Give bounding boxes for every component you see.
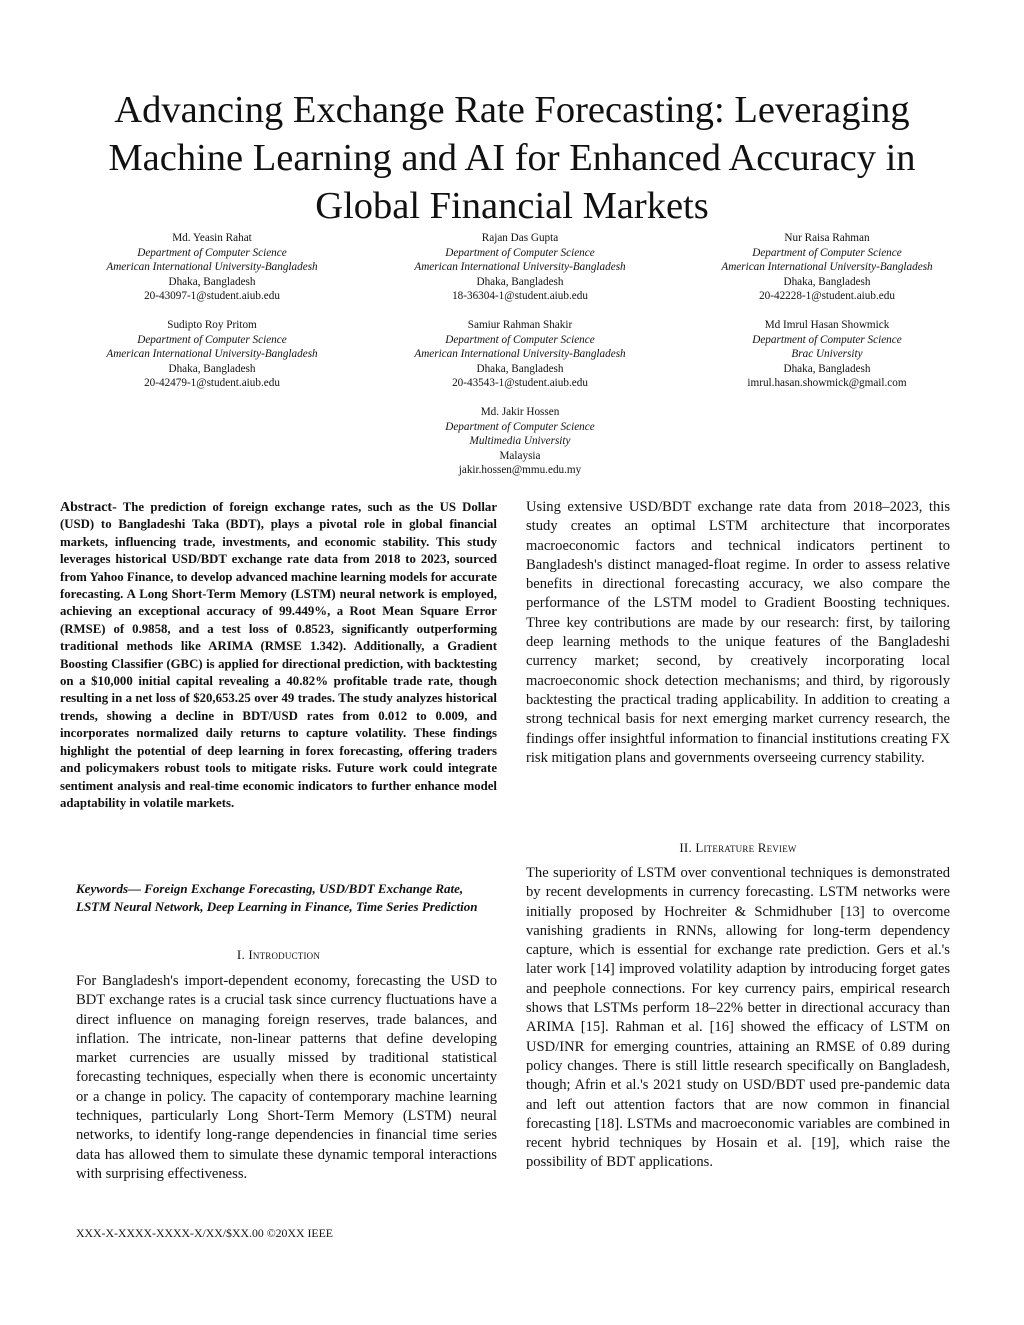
section-heading-literature-review: II. Literature Review [679,840,797,855]
author-email[interactable]: 20-42228-1@student.aiub.edu [759,290,895,302]
author-location: Dhaka, Bangladesh [168,362,256,375]
author-university: Multimedia University [469,435,571,447]
author-department: Department of Computer Science [137,246,287,259]
author-name: Sudipto Roy Pritom [167,319,257,331]
introduction-body: For Bangladesh's import-dependent economy, forecasting the USD to BDT exchange rates is a crucial task since currency fluctuations have a direct influence on managing foreign reserves, trade balances, and inflation. The intricate, non-linear patterns that define developing market currencies are usually missed by traditional statistical forecasting techniques, especially when there is economic uncertainty or a change in policy. The capacity of contemporary machine learning techniques, particularly Long Short-Term Memory (LSTM) neural networks, to identify long-range dependencies in financial time series data has allowed them to simulate these dynamic temporal interactions with surprising effectiveness. [76,973,497,1182]
author-university: American International University-Bangladesh [414,348,626,360]
author-university: American International University-Bangladesh [414,261,626,273]
copyright-footer: XXX-X-XXXX-XXXX-X/XX/$XX.00 ©20XX IEEE [76,1226,333,1240]
author-university: American International University-Bangladesh [721,261,933,273]
author-department: Department of Computer Science [752,333,902,346]
abstract-label: Abstract- [60,500,117,515]
author-block [677,231,977,304]
literature-review-body: The superiority of LSTM over conventional techniques is demonstrated by recent developments in currency forecasting. LSTM networks were initially proposed by Hochreiter & Schmidhuber [13] to overcome vanishing gradients in RNNs, allowing for long-term dependency capture, which is essential for exchange rate prediction. Gers et al.'s later work [14] improved volatility adaption by introducing forget gates and peephole connections. For key currency pairs, empirical research shows that LSTMs perform 18–22% better in directional accuracy than ARIMA [15]. Rahman et al. [16] showed the efficacy of LSTM on USD/INR for emerging countries, attaining an RMSE of 0.89 during policy changes. There is still little research specifically on Bangladesh, though; Afrin et al.'s 2021 study on USD/BDT used pre-pandemic data and left out attention factors that are now common in financial forecasting [18]. LSTMs and macroeconomic variables are combined in recent hybrid techniques by Hosain et al. [19], which raise the possibility of BDT applications. [526,865,950,1171]
author-location: Dhaka, Bangladesh [783,362,871,375]
author-location: Dhaka, Bangladesh [476,275,564,288]
author-name: Md Imrul Hasan Showmick [764,319,890,331]
author-department: Department of Computer Science [137,333,287,346]
author-block [370,405,670,478]
author-university: American International University-Bangladesh [106,348,318,360]
abstract-text: The prediction of foreign exchange rates, such as the US Dollar (USD) to Bangladeshi Taka (BDT), plays a pivotal role in global financial markets, influencing trade, investments, and economic stability. This study leverages historical USD/BDT exchange rate data from 2018 to 2023, sourced from Yahoo Finance, to develop advanced machine learning models for accurate forecasting. A Long Short-Term Memory (LSTM) neural network is employed, achieving an exceptional accuracy of 99.449%, a Root Mean Square Error (RMSE) of 0.9858, and a test loss of 0.8523, significantly outperforming traditional methods like ARIMA (RMSE 1.342). Additionally, a Gradient Boosting Classifier (GBC) is applied for directional prediction, with backtesting on a $10,000 initial capital revealing a 40.82% profitable trade rate, though resulting in a net loss of $20,653.25 over 49 trades. The study analyzes historical trends, showing a decline in BDT/USD rates from 0.012 to 0.009, and incorporates normalized daily returns to capture volatility. These findings highlight the potential of deep learning in forex forecasting, offering traders and policymakers robust tools to mitigate risks. Future work could integrate sentiment analysis and real-time economic indicators to further enhance model adaptability in volatile markets. [60,500,497,810]
author-department: Department of Computer Science [445,246,595,259]
author-block [370,231,670,304]
author-email[interactable]: 20-43543-1@student.aiub.edu [452,377,588,389]
author-location: Malaysia [499,449,541,462]
author-department: Department of Computer Science [445,420,595,433]
author-name: Nur Raisa Rahman [784,232,870,244]
author-department: Department of Computer Science [752,246,902,259]
author-location: Dhaka, Bangladesh [783,275,871,288]
abstract [60,499,497,812]
author-email[interactable]: 18-36304-1@student.aiub.edu [452,290,588,302]
author-block [62,231,362,304]
author-location: Dhaka, Bangladesh [476,362,564,375]
author-email[interactable]: 20-42479-1@student.aiub.edu [144,377,280,389]
author-name: Md. Jakir Hossen [480,406,560,418]
author-block [677,318,977,391]
author-department: Department of Computer Science [445,333,595,346]
keywords: Keywords— Foreign Exchange Forecasting, USD/BDT Exchange Rate, LSTM Neural Network, Deep Learning in Finance, Time Series Prediction [76,881,478,914]
section-heading-introduction: I. Introduction [236,947,321,962]
author-name: Samiur Rahman Shakir [467,319,573,331]
author-location: Dhaka, Bangladesh [168,275,256,288]
author-block [370,318,670,391]
author-university: Brac University [791,348,863,360]
author-email[interactable]: jakir.hossen@mmu.edu.my [458,464,582,476]
author-name: Md. Yeasin Rahat [172,232,252,244]
author-university: American International University-Bangladesh [106,261,318,273]
paper-title: Advancing Exchange Rate Forecasting: Leveraging Machine Learning and AI for Enhanced Accuracy in Global Financial Markets [108,89,916,227]
author-email[interactable]: 20-43097-1@student.aiub.edu [144,290,280,302]
author-name: Rajan Das Gupta [481,232,559,244]
author-block [62,318,362,391]
author-email[interactable]: imrul.hasan.showmick@gmail.com [747,377,907,389]
introduction-continued: Using extensive USD/BDT exchange rate data from 2018–2023, this study creates an optimal LSTM architecture that incorporates macroeconomic factors and technical indicators pertinent to Bangladesh's distinct managed-float regime. In order to assess relative benefits in directional forecasting accuracy, we also compare the performance of the LSTM model to Gradient Boosting techniques. Three key contributions are made by our research: first, by tailoring deep learning methods to the unique features of the Bangladeshi currency market; second, by creatively incorporating local macroeconomic shock detection mechanisms; and third, by rigorously backtesting the practical trading applicability. In addition to creating a strong technical basis for next emerging market currency research, the findings offer insightful information to financial institutions creating FX risk mitigation plans and governments overseeing currency stability. [526,499,950,766]
